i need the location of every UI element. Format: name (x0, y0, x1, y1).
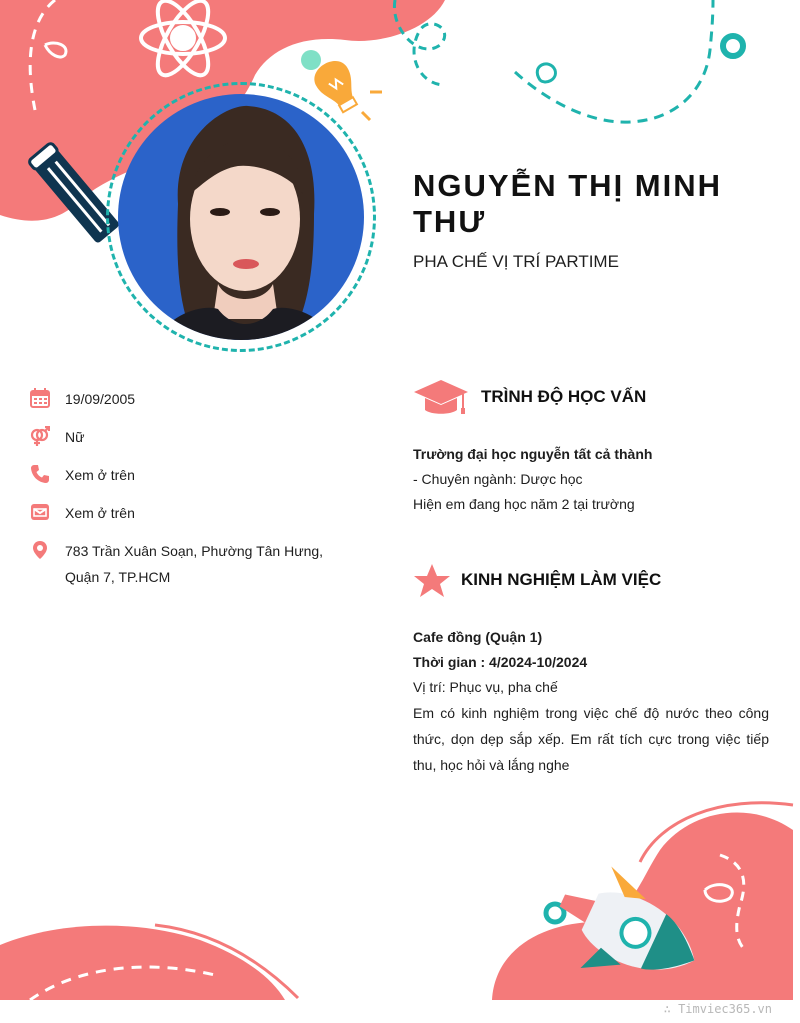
watermark: ∴ Timviec365.vn (663, 1002, 772, 1016)
contact-gender (30, 424, 350, 450)
experience-position: Vị trí: Phục vụ, pha chế (413, 679, 558, 695)
contact-phone (30, 462, 350, 488)
gender-icon (30, 426, 50, 446)
avatar (118, 94, 364, 340)
candidate-name: NGUYỄN THỊ MINH THƯ (413, 168, 722, 239)
address-line-2: Quận 7, TP.HCM (65, 569, 171, 585)
avatar-frame (106, 82, 378, 354)
experience-content (413, 625, 769, 778)
education-major: - Chuyên ngành: Dược học (413, 471, 583, 487)
experience-description: Em có kinh nghiệm trong việc chế độ nước theo công thức, dọn dẹp sắp xếp. Em rất tích cực trong việc tiếp thu, học hỏi và lắng nghe (413, 705, 769, 773)
graduation-cap-icon (413, 378, 469, 418)
gender-value: Nữ (65, 429, 85, 445)
calendar-icon (30, 388, 50, 408)
education-content (413, 442, 769, 517)
contact-address (30, 538, 350, 590)
contact-birthday (30, 386, 350, 412)
bottom-left-blob (0, 926, 285, 1000)
email-value: Xem ở trên (65, 505, 135, 521)
education-section-title: TRÌNH ĐỘ HỌC VẤN (481, 387, 647, 406)
location-icon (30, 540, 50, 560)
address-line-1: 783 Trần Xuân Soạn, Phường Tân Hưng, (65, 543, 324, 559)
watermark-text: Timviec365.vn (678, 1002, 772, 1016)
star-icon (413, 563, 451, 599)
education-status: Hiện em đang học năm 2 tại trường (413, 496, 635, 512)
job-title: PHA CHẾ VỊ TRÍ PARTIME (413, 252, 619, 271)
phone-icon (30, 464, 50, 484)
teal-ring (723, 36, 743, 56)
birthday-value: 19/09/2005 (65, 391, 136, 407)
phone-value: Xem ở trên (65, 467, 135, 483)
email-icon (30, 502, 50, 522)
education-school: Trường đại học nguyễn tất cả thành (413, 446, 653, 462)
experience-company: Cafe đồng (Quận 1) (413, 629, 543, 645)
contact-list (30, 386, 350, 602)
experience-period: Thời gian : 4/2024-10/2024 (413, 654, 588, 670)
experience-section-title: KINH NGHIỆM LÀM VIỆC (461, 570, 662, 589)
contact-email (30, 500, 350, 526)
